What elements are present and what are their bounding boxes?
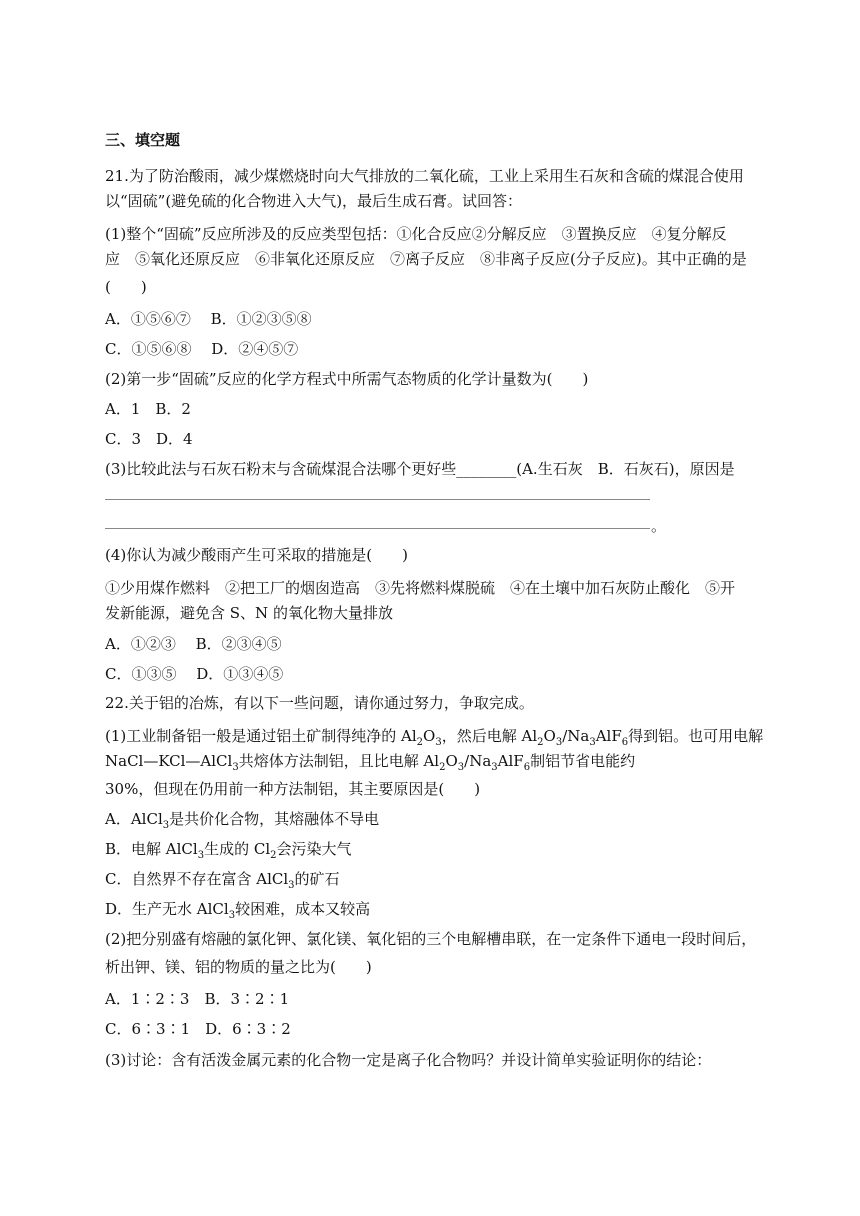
q21-part2-options-ab: A．1 B．2 (105, 400, 191, 418)
q21-part1-line3: ( ) (105, 278, 147, 296)
q21-stem-line2: 以“固硫”(避免硫的化合物进入大气)，最后生成石膏。试回答： (105, 192, 523, 210)
q22-part2-options-ab: A．1∶2∶3 B．3∶2∶1 (105, 990, 290, 1008)
q21-stem-line1: 21.为了防治酸雨，减少煤燃烧时向大气排放的二氧化硫，工业上采用生石灰和含硫的煤混合使用 (105, 167, 744, 185)
q21-part1-line1: (1)整个“固硫”反应所涉及的反应类型包括：①化合反应②分解反应 ③置换反应 ④复分解反 (105, 225, 727, 243)
q21-part4-options-ab: A．①②③ B．②③④⑤ (105, 635, 282, 653)
q22-part1-line2: NaCl—KCl—AlCl$_3$共熔体方法制铝，且比电解 $Al_2O_3/Na_3AlF_6$制铝节省电能约 (105, 752, 636, 773)
section-title: 三、填空题 (105, 131, 181, 149)
q22-part1-line1: (1)工业制备铝一般是通过铝土矿制得纯净的 $Al_2O_3$，然后电解 $Al_2O_3/Na_3AlF_6$得到铝。也可用电解 (105, 727, 764, 748)
q22-option-b: B．电解 AlCl$_3$生成的 $Cl_2$会污染大气 (105, 840, 352, 861)
q21-part4-options-cd: C．①③⑤ D．①③④⑤ (105, 665, 284, 683)
q22-part2-line2: 析出钾、镁、铝的物质的量之比为( ) (105, 958, 372, 976)
q22-part3: (3)讨论：含有活泼金属元素的化合物一定是离子化合物吗？并设计简单实验证明你的结论： (105, 1051, 712, 1069)
q21-part4-stem: (4)你认为减少酸雨产生可采取的措施是( ) (105, 546, 408, 564)
q22-stem: 22.关于铝的冶炼，有以下一些问题，请你通过努力，争取完成。 (105, 694, 534, 712)
answer-blank-line (105, 528, 650, 529)
q22-option-d: D．生产无水 AlCl$_3$较困难，成本又较高 (105, 900, 371, 921)
q21-part2-stem: (2)第一步“固硫”反应的化学方程式中所需气态物质的化学计量数为( ) (105, 370, 589, 388)
q21-part1-options-cd: C．①⑤⑥⑧ D．②④⑤⑦ (105, 340, 299, 358)
q21-part4-line2: 发新能源，避免含 S、N 的氧化物大量排放 (105, 604, 393, 622)
q22-part1-line3: 30%，但现在仍用前一种方法制铝，其主要原因是( ) (105, 780, 481, 798)
q21-part2-options-cd: C．3 D．4 (105, 430, 193, 448)
q22-option-c: C．自然界不存在富含 AlCl$_3$的矿石 (105, 870, 340, 891)
q22-part2-line1: (2)把分别盛有熔融的氯化钾、氯化镁、氧化铝的三个电解槽串联，在一定条件下通电一段时间后， (105, 930, 757, 948)
q21-part3-period: 。 (651, 517, 667, 535)
q22-part2-options-cd: C．6∶3∶1 D．6∶3∶2 (105, 1020, 291, 1038)
q21-part1-options-ab: A．①⑤⑥⑦ B．①②③⑤⑧ (105, 310, 312, 328)
q22-option-a: A．AlCl$_3$是共价化合物，其熔融体不导电 (105, 810, 380, 831)
answer-blank-line (105, 499, 650, 500)
q21-part3-stem: (3)比较此法与石灰石粉末与含硫煤混合法哪个更好些________(A.生石灰 B．石灰石)，原因是 (105, 460, 735, 478)
q21-part1-line2: 应 ⑤氧化还原反应 ⑥非氧化还原反应 ⑦离子反应 ⑧非离子反应(分子反应)。其中正确的是 (105, 250, 747, 268)
q21-part4-line1: ①少用煤作燃料 ②把工厂的烟囱造高 ③先将燃料煤脱硫 ④在土壤中加石灰防止酸化 ⑤开 (105, 579, 736, 597)
